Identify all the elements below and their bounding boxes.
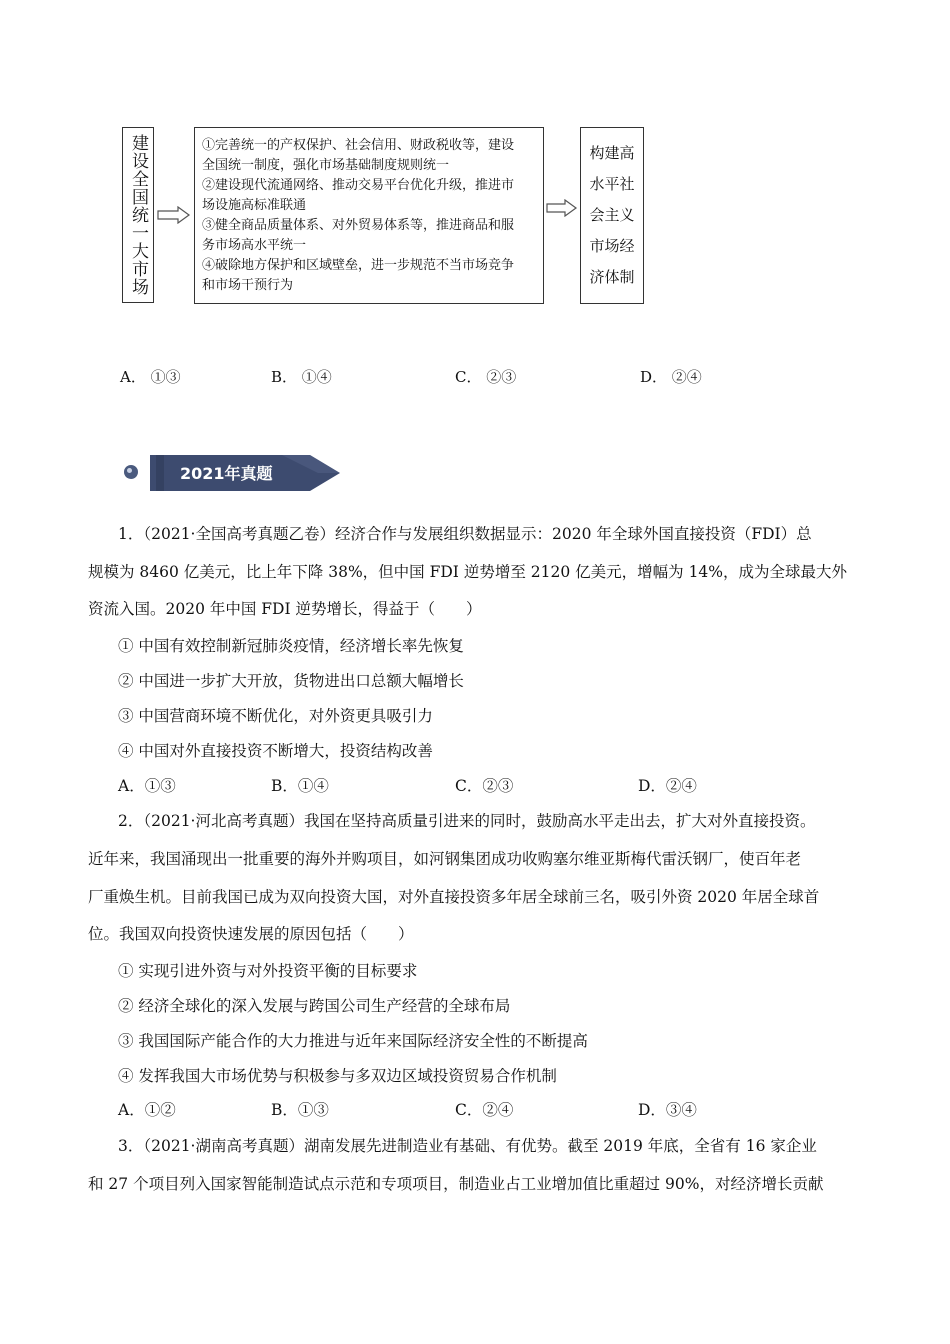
diagram-middle-box bbox=[194, 127, 544, 304]
q2-item: ① 实现引进外资与对外投资平衡的目标要求 bbox=[118, 962, 418, 980]
diagram-right-line: 会主义 bbox=[589, 206, 635, 224]
option-c: C． ②③ bbox=[455, 368, 517, 386]
q3-stem-line: 3．（2021·湖南高考真题）湖南发展先进制造业有基础、有优势。截至 2019 年底，全省有 16 家企业 bbox=[118, 1137, 817, 1155]
q1-option-a: A．①③ bbox=[118, 777, 176, 795]
q2-stem-line: 位。我国双向投资快速发展的原因包括（ ） bbox=[88, 925, 414, 943]
q2-stem-line: 2．（2021·河北高考真题）我国在坚持高质量引进来的同时，鼓励高水平走出去，扩大对外直接投资。 bbox=[118, 812, 816, 830]
q1-stem-line: 规模为 8460 亿美元，比上年下降 38%，但中国 FDI 逆势增至 2120 亿美元，增幅为 14%，成为全球最大外 bbox=[88, 563, 848, 581]
q1-option-b: B．①④ bbox=[271, 777, 329, 795]
diagram-middle-line: ①完善统一的产权保护、社会信用、财政税收等，建设 bbox=[202, 138, 515, 153]
option-b: B． ①④ bbox=[271, 368, 332, 386]
q1-stem-line: 资流入国。2020 年中国 FDI 逆势增长，得益于（ ） bbox=[88, 600, 482, 618]
diagram-middle-line: 和市场干预行为 bbox=[202, 278, 294, 293]
option-a: A． ①③ bbox=[120, 368, 181, 386]
q2-option-b: B．①③ bbox=[271, 1101, 329, 1119]
diagram-middle-line: ③健全商品质量体系、对外贸易体系等，推进商品和服 bbox=[202, 218, 515, 233]
q1-option-c: C．②③ bbox=[455, 777, 514, 795]
diagram-middle-line: ④破除地方保护和区域壁垒，进一步规范不当市场竞争 bbox=[202, 258, 515, 273]
q1-item: ② 中国进一步扩大开放，货物进出口总额大幅增长 bbox=[118, 672, 464, 690]
arrow-right-icon bbox=[157, 206, 191, 224]
arrow-right-icon bbox=[546, 199, 578, 217]
diagram-left-label: 建设全国统一大市场 bbox=[128, 134, 148, 296]
diagram-right-line: 水平社 bbox=[589, 175, 635, 193]
option-d: D． ②④ bbox=[640, 368, 702, 386]
diagram-right-line: 市场经 bbox=[589, 237, 635, 255]
q1-option-d: D．②④ bbox=[638, 777, 697, 795]
diagram-middle-line: 全国统一制度，强化市场基础制度规则统一 bbox=[202, 158, 450, 173]
q2-item: ③ 我国国际产能合作的大力推进与近年来国际经济安全性的不断提高 bbox=[118, 1032, 588, 1050]
diagram-middle-line: ②建设现代流通网络、推动交易平台优化升级，推进市 bbox=[202, 178, 515, 193]
diagram-right-line: 济体制 bbox=[589, 268, 635, 286]
q2-option-d: D．③④ bbox=[638, 1101, 697, 1119]
diagram-middle-line: 务市场高水平统一 bbox=[202, 238, 307, 253]
diagram-left-box bbox=[122, 127, 154, 303]
q1-item: ④ 中国对外直接投资不断增大，投资结构改善 bbox=[118, 742, 433, 760]
diagram-right-box bbox=[580, 127, 644, 304]
section-title: 2021年真题 bbox=[180, 464, 273, 483]
q1-stem-line: 1．（2021·全国高考真题乙卷）经济合作与发展组织数据显示：2020 年全球外国直接投资（FDI）总 bbox=[118, 525, 812, 543]
q2-option-c: C．②④ bbox=[455, 1101, 514, 1119]
q2-stem-line: 厂重焕生机。目前我国已成为双向投资大国，对外直接投资多年居全球前三名，吸引外资 2020 年居全球首 bbox=[88, 888, 820, 906]
q2-item: ④ 发挥我国大市场优势与积极参与多双边区域投资贸易合作机制 bbox=[118, 1067, 557, 1085]
diagram-right-line: 构建高 bbox=[589, 144, 635, 162]
q3-stem-line: 和 27 个项目列入国家智能制造试点示范和专项项目，制造业占工业增加值比重超过 90%，对经济增长贡献 bbox=[88, 1175, 824, 1193]
q2-stem-line: 近年来，我国涌现出一批重要的海外并购项目，如河钢集团成功收购塞尔维亚斯梅代雷沃钢厂，使百年老 bbox=[88, 850, 802, 868]
q2-item: ② 经济全球化的深入发展与跨国公司生产经营的全球布局 bbox=[118, 997, 511, 1015]
q1-item: ③ 中国营商环境不断优化，对外资更具吸引力 bbox=[118, 707, 433, 725]
q2-option-a: A．①② bbox=[118, 1101, 176, 1119]
diagram-middle-line: 场设施高标准联通 bbox=[202, 198, 307, 213]
q1-item: ① 中国有效控制新冠肺炎疫情，经济增长率先恢复 bbox=[118, 637, 464, 655]
bullet-icon bbox=[124, 465, 138, 479]
